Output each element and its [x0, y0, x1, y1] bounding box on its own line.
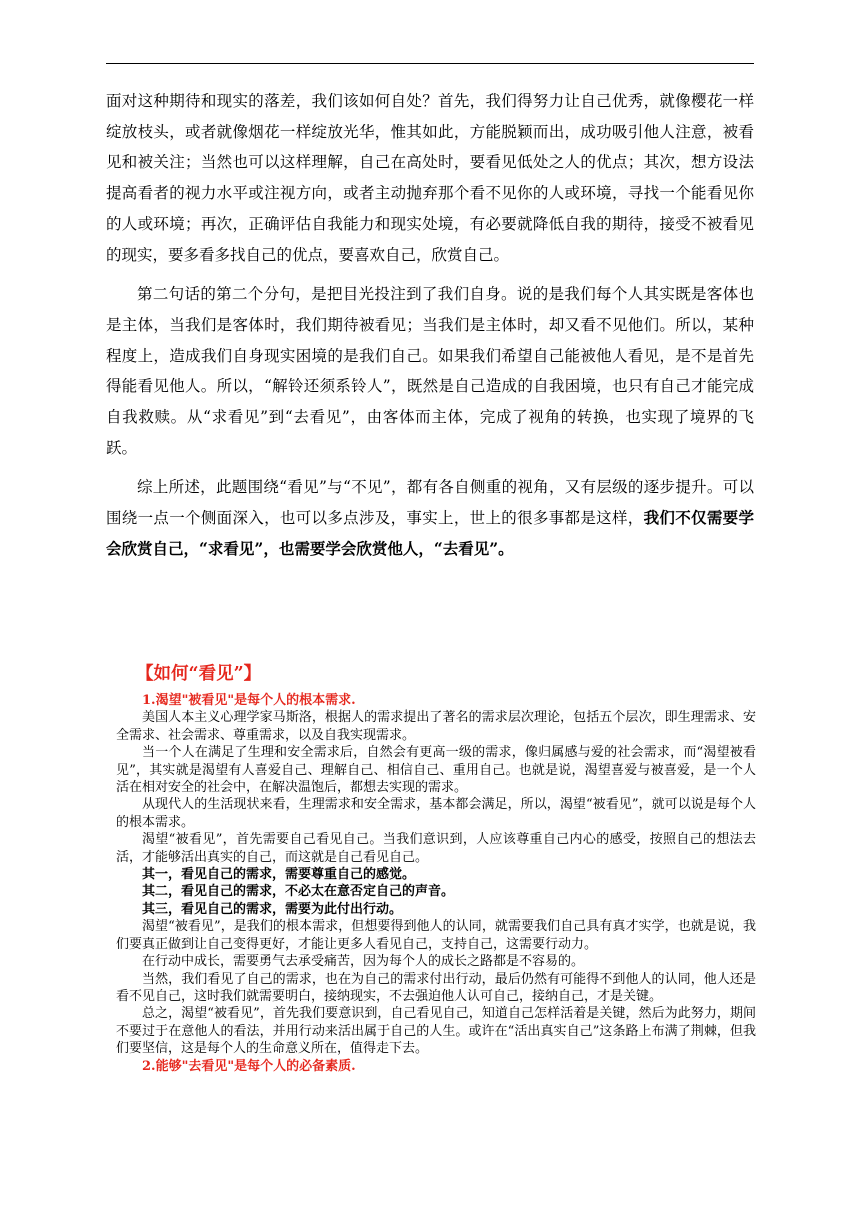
body-paragraph: 渴望“被看见”，首先需要自己看见自己。当我们意识到，人应该尊重自己内心的感受，按照自己的想法去活，才能够活出真实的自己，而这就是自己看见自己。: [116, 832, 756, 865]
main-text: [106, 86, 754, 565]
bold-point: 其三，看见自己的需求，需要为此付出行动。: [142, 901, 403, 917]
paragraph-1: 面对这种期待和现实的落差，我们该如何自处？首先，我们得努力让自己优秀，就像樱花一样绽放枝头，或者就像烟花一样绽放光华，惟其如此，方能脱颖而出，成功吸引他人注意，被看见和被关注；当然也可以这样理解，自己在高处时，要看见低处之人的优点；其次，想方设法提高看者的视力水平或注视方向，或者主动抛弃那个看不见你的人或环境，寻找一个能看见你的人或环境；再次，正确评估自我能力和现实处境，有必要就降低自我的期待，接受不被看见的现实，要多看多找自己的优点，要喜欢自己，欣赏自己。: [106, 92, 754, 264]
paragraph-summary: [106, 472, 754, 564]
body-paragraph: 美国人本主义心理学家马斯洛，根据人的需求提出了著名的需求层次理论，包括五个层次，即生理需求、安全需求、社会需求、尊重需求，以及自我实现需求。: [116, 710, 756, 743]
body-paragraph: 在行动中成长，需要勇气去承受痛苦，因为每个人的成长之路都是不容易的。: [142, 954, 585, 970]
summary-text: 综上所述，此题围绕“看见”与“不见”，都有各自侧重的视角，又有层级的逐步提升。可以围绕一点一个侧面深入，也可以多点涉及，事实上，世上的很多事都是这样，: [106, 478, 754, 528]
section-body: [116, 692, 756, 1075]
body-paragraph: 总之，渴望“被看见”，首先我们要意识到，自己看见自己，知道自己怎样活着是关键，然后为此努力，期间不要过于在意他人的看法，并用行动来活出属于自己的人生。或许在“活出真实自己”这条路上布满了荆棘，但我们要坚信，这是每个人的生命意义所在，值得走下去。: [116, 1006, 756, 1057]
body-paragraph: 从现代人的生活现状来看，生理需求和安全需求，基本都会满足，所以，渴望“被看见”，就可以说是每个人的根本需求。: [116, 797, 756, 830]
bold-point: 其一，看见自己的需求，需要尊重自己的感觉。: [142, 867, 416, 883]
summary-bold-text: 我们不仅需要学会欣赏自己，“求看见”，也需要学会欣赏他人，“去看见”。: [106, 508, 754, 558]
body-paragraph: 渴望“被看见”，是我们的根本需求，但想要得到他人的认同，就需要我们自己具有真才实学，也就是说，我们要真正做到让自己变得更好，才能让更多人看见自己，支持自己，这需要行动力。: [116, 919, 756, 952]
section-heading: 【如何“看见”】: [136, 664, 262, 684]
bold-point: 其二，看见自己的需求，不必太在意否定自己的声音。: [142, 884, 455, 900]
body-paragraph: 当然，我们看见了自己的需求，也在为自己的需求付出行动，最后仍然有可能得不到他人的认同，他人还是看不见自己，这时我们就需要明白，接纳现实，不去强迫他人认可自己，接纳自己，才是关键。: [116, 971, 756, 1004]
header-rule: [106, 63, 754, 64]
body-paragraph: 当一个人在满足了生理和安全需求后，自然会有更高一级的需求，像归属感与爱的社会需求，而“渴望被看见”，其实就是渴望有人喜爱自己、理解自己、相信自己、重用自己。也就是说，渴望喜爱与被喜爱，是一个人活在相对安全的社会中，在解决温饱后，都想去实现的需求。: [116, 745, 756, 796]
point-2-title: 2.能够"去看见"是每个人的必备素质.: [142, 1058, 356, 1074]
paragraph-2: 第二句话的第二个分句，是把目光投注到了我们自身。说的是我们每个人其实既是客体也是主体，当我们是客体时，我们期待被看见；当我们是主体时，却又看不见他们。所以，某种程度上，造成我们自身现实困境的是我们自己。如果我们希望自己能被他人看见，是不是首先得能看见他人。所以，“解铃还须系铃人”，既然是自己造成的自我困境，也只有自己才能完成自我救赎。从“求看见”到“去看见”，由客体而主体，完成了视角的转换，也实现了境界的飞跃。: [106, 285, 754, 457]
point-1-title: 1.渴望"被看见"是每个人的根本需求.: [142, 693, 356, 708]
